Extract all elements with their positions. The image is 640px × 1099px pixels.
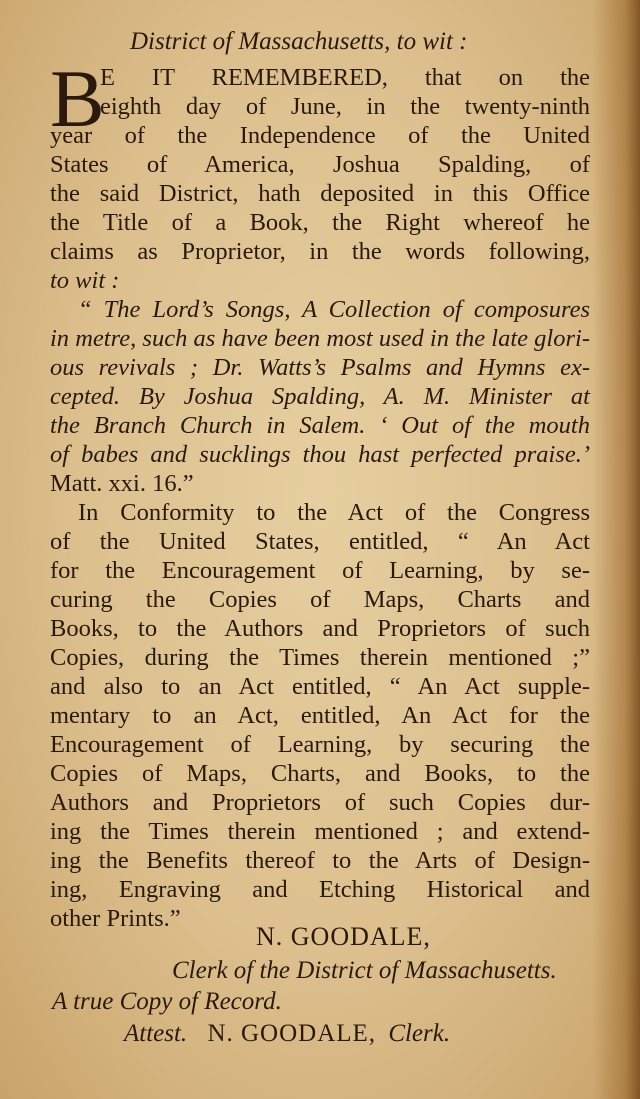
- act-line: curing the Copies of Maps, Charts and: [50, 586, 590, 613]
- act-line: ing, Engraving and Etching Historical and: [50, 876, 590, 903]
- title-line: cepted. By Joshua Spalding, A. M. Minister at: [50, 383, 590, 410]
- body-line: eighth day of June, in the twenty-ninth: [100, 93, 590, 120]
- body-line: the Title of a Book, the Right whereof he: [50, 209, 590, 236]
- act-line: and also to an Act entitled, “ An Act supple-: [50, 673, 590, 700]
- district-heading: District of Massachusetts, to wit :: [130, 28, 468, 55]
- attest-label: Attest.: [124, 1020, 188, 1047]
- act-line: for the Encouragement of Learning, by se-: [50, 557, 590, 584]
- body-line: claims as Proprietor, in the words following,: [50, 238, 590, 265]
- drop-cap: B: [50, 53, 105, 144]
- body-line: States of America, Joshua Spalding, of: [50, 151, 590, 178]
- act-line: mentary to an Act, entitled, An Act for the: [50, 702, 590, 729]
- act-line: Copies, during the Times therein mentioned ;”: [50, 644, 590, 671]
- title-line: of babes and sucklings thou hast perfected praise.’: [50, 441, 590, 468]
- body-line: year of the Independence of the United: [50, 122, 590, 149]
- act-line: of the United States, entitled, “ An Act: [50, 528, 590, 555]
- act-line: Books, to the Authors and Proprietors of such: [50, 615, 590, 642]
- act-line: Copies of Maps, Charts, and Books, to the: [50, 760, 590, 787]
- attest-line: [124, 1020, 450, 1048]
- attest-title: Clerk.: [388, 1020, 451, 1047]
- title-line: Matt. xxi. 16.”: [50, 470, 194, 497]
- body-line: E IT REMEMBERED, that on the: [100, 64, 590, 91]
- act-line: other Prints.”: [50, 905, 181, 932]
- act-line: In Conformity to the Act of the Congress: [78, 499, 590, 526]
- title-line: ous revivals ; Dr. Watts’s Psalms and Hymns ex-: [50, 354, 590, 381]
- signature-title: Clerk of the District of Massachusetts.: [172, 957, 557, 984]
- title-line: in metre, such as have been most used in the late glori-: [50, 325, 590, 352]
- title-line: “ The Lord’s Songs, A Collection of composures: [78, 296, 590, 323]
- page-edge-shadow: [592, 0, 640, 1099]
- body-line: the said District, hath deposited in this Office: [50, 180, 590, 207]
- title-line: the Branch Church in Salem. ‘ Out of the mouth: [50, 412, 590, 439]
- attest-name: N. GOODALE,: [207, 1020, 377, 1047]
- body-line: to wit :: [50, 267, 120, 294]
- act-line: ing the Benefits thereof to the Arts of Design-: [50, 847, 590, 874]
- true-copy-note: A true Copy of Record.: [52, 988, 282, 1015]
- act-line: Encouragement of Learning, by securing the: [50, 731, 590, 758]
- act-line: ing the Times therein mentioned ; and extend-: [50, 818, 590, 845]
- act-line: Authors and Proprietors of such Copies dur-: [50, 789, 590, 816]
- signature-name: N. GOODALE,: [256, 922, 431, 951]
